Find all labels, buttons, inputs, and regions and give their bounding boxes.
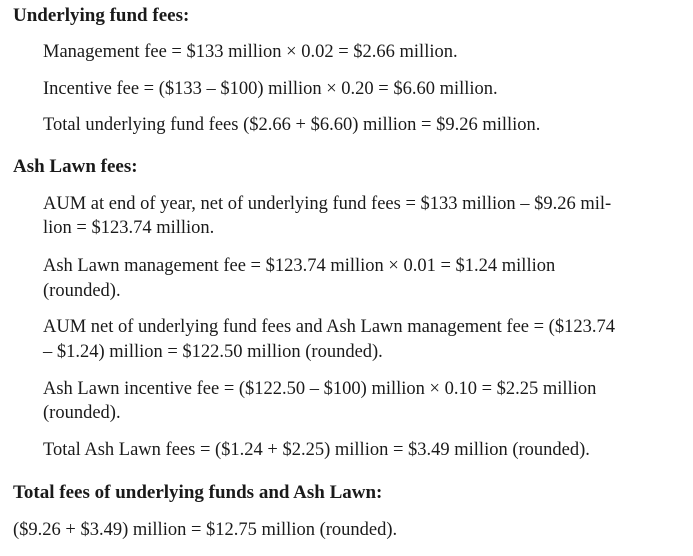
aum-net-line-1: AUM at end of year, net of underlying fund fees = $133 million – $9.26 mil-: [43, 194, 612, 214]
incentive-fee-line: Incentive fee = ($133 – $100) million × 0.20 = $6.60 million.: [43, 79, 498, 99]
ash-lawn-management-fee-line-2: (rounded).: [43, 281, 121, 301]
section-heading-underlying-fund-fees: Underlying fund fees:: [13, 5, 190, 26]
ash-lawn-management-fee-line-1: Ash Lawn management fee = $123.74 million × 0.01 = $1.24 million: [43, 256, 556, 276]
total-underlying-fees-line: Total underlying fund fees ($2.66 + $6.60) million = $9.26 million.: [43, 115, 541, 135]
section-heading-ash-lawn-fees: Ash Lawn fees:: [13, 156, 138, 177]
section-heading-total-fees: Total fees of underlying funds and Ash Lawn:: [13, 482, 383, 503]
management-fee-line: Management fee = $133 million × 0.02 = $2.66 million.: [43, 42, 458, 62]
aum-net-both-fees-line-1: AUM net of underlying fund fees and Ash Lawn management fee = ($123.74: [43, 317, 615, 337]
total-fees-line: ($9.26 + $3.49) million = $12.75 million (rounded).: [13, 520, 398, 540]
total-ash-lawn-fees-line: Total Ash Lawn fees = ($1.24 + $2.25) million = $3.49 million (rounded).: [43, 440, 590, 460]
aum-net-both-fees-line-2: – $1.24) million = $122.50 million (rounded).: [43, 342, 383, 362]
ash-lawn-incentive-fee-line-1: Ash Lawn incentive fee = ($122.50 – $100) million × 0.10 = $2.25 million: [43, 379, 597, 399]
ash-lawn-incentive-fee-line-2: (rounded).: [43, 403, 121, 423]
aum-net-line-2: lion = $123.74 million.: [43, 218, 215, 238]
